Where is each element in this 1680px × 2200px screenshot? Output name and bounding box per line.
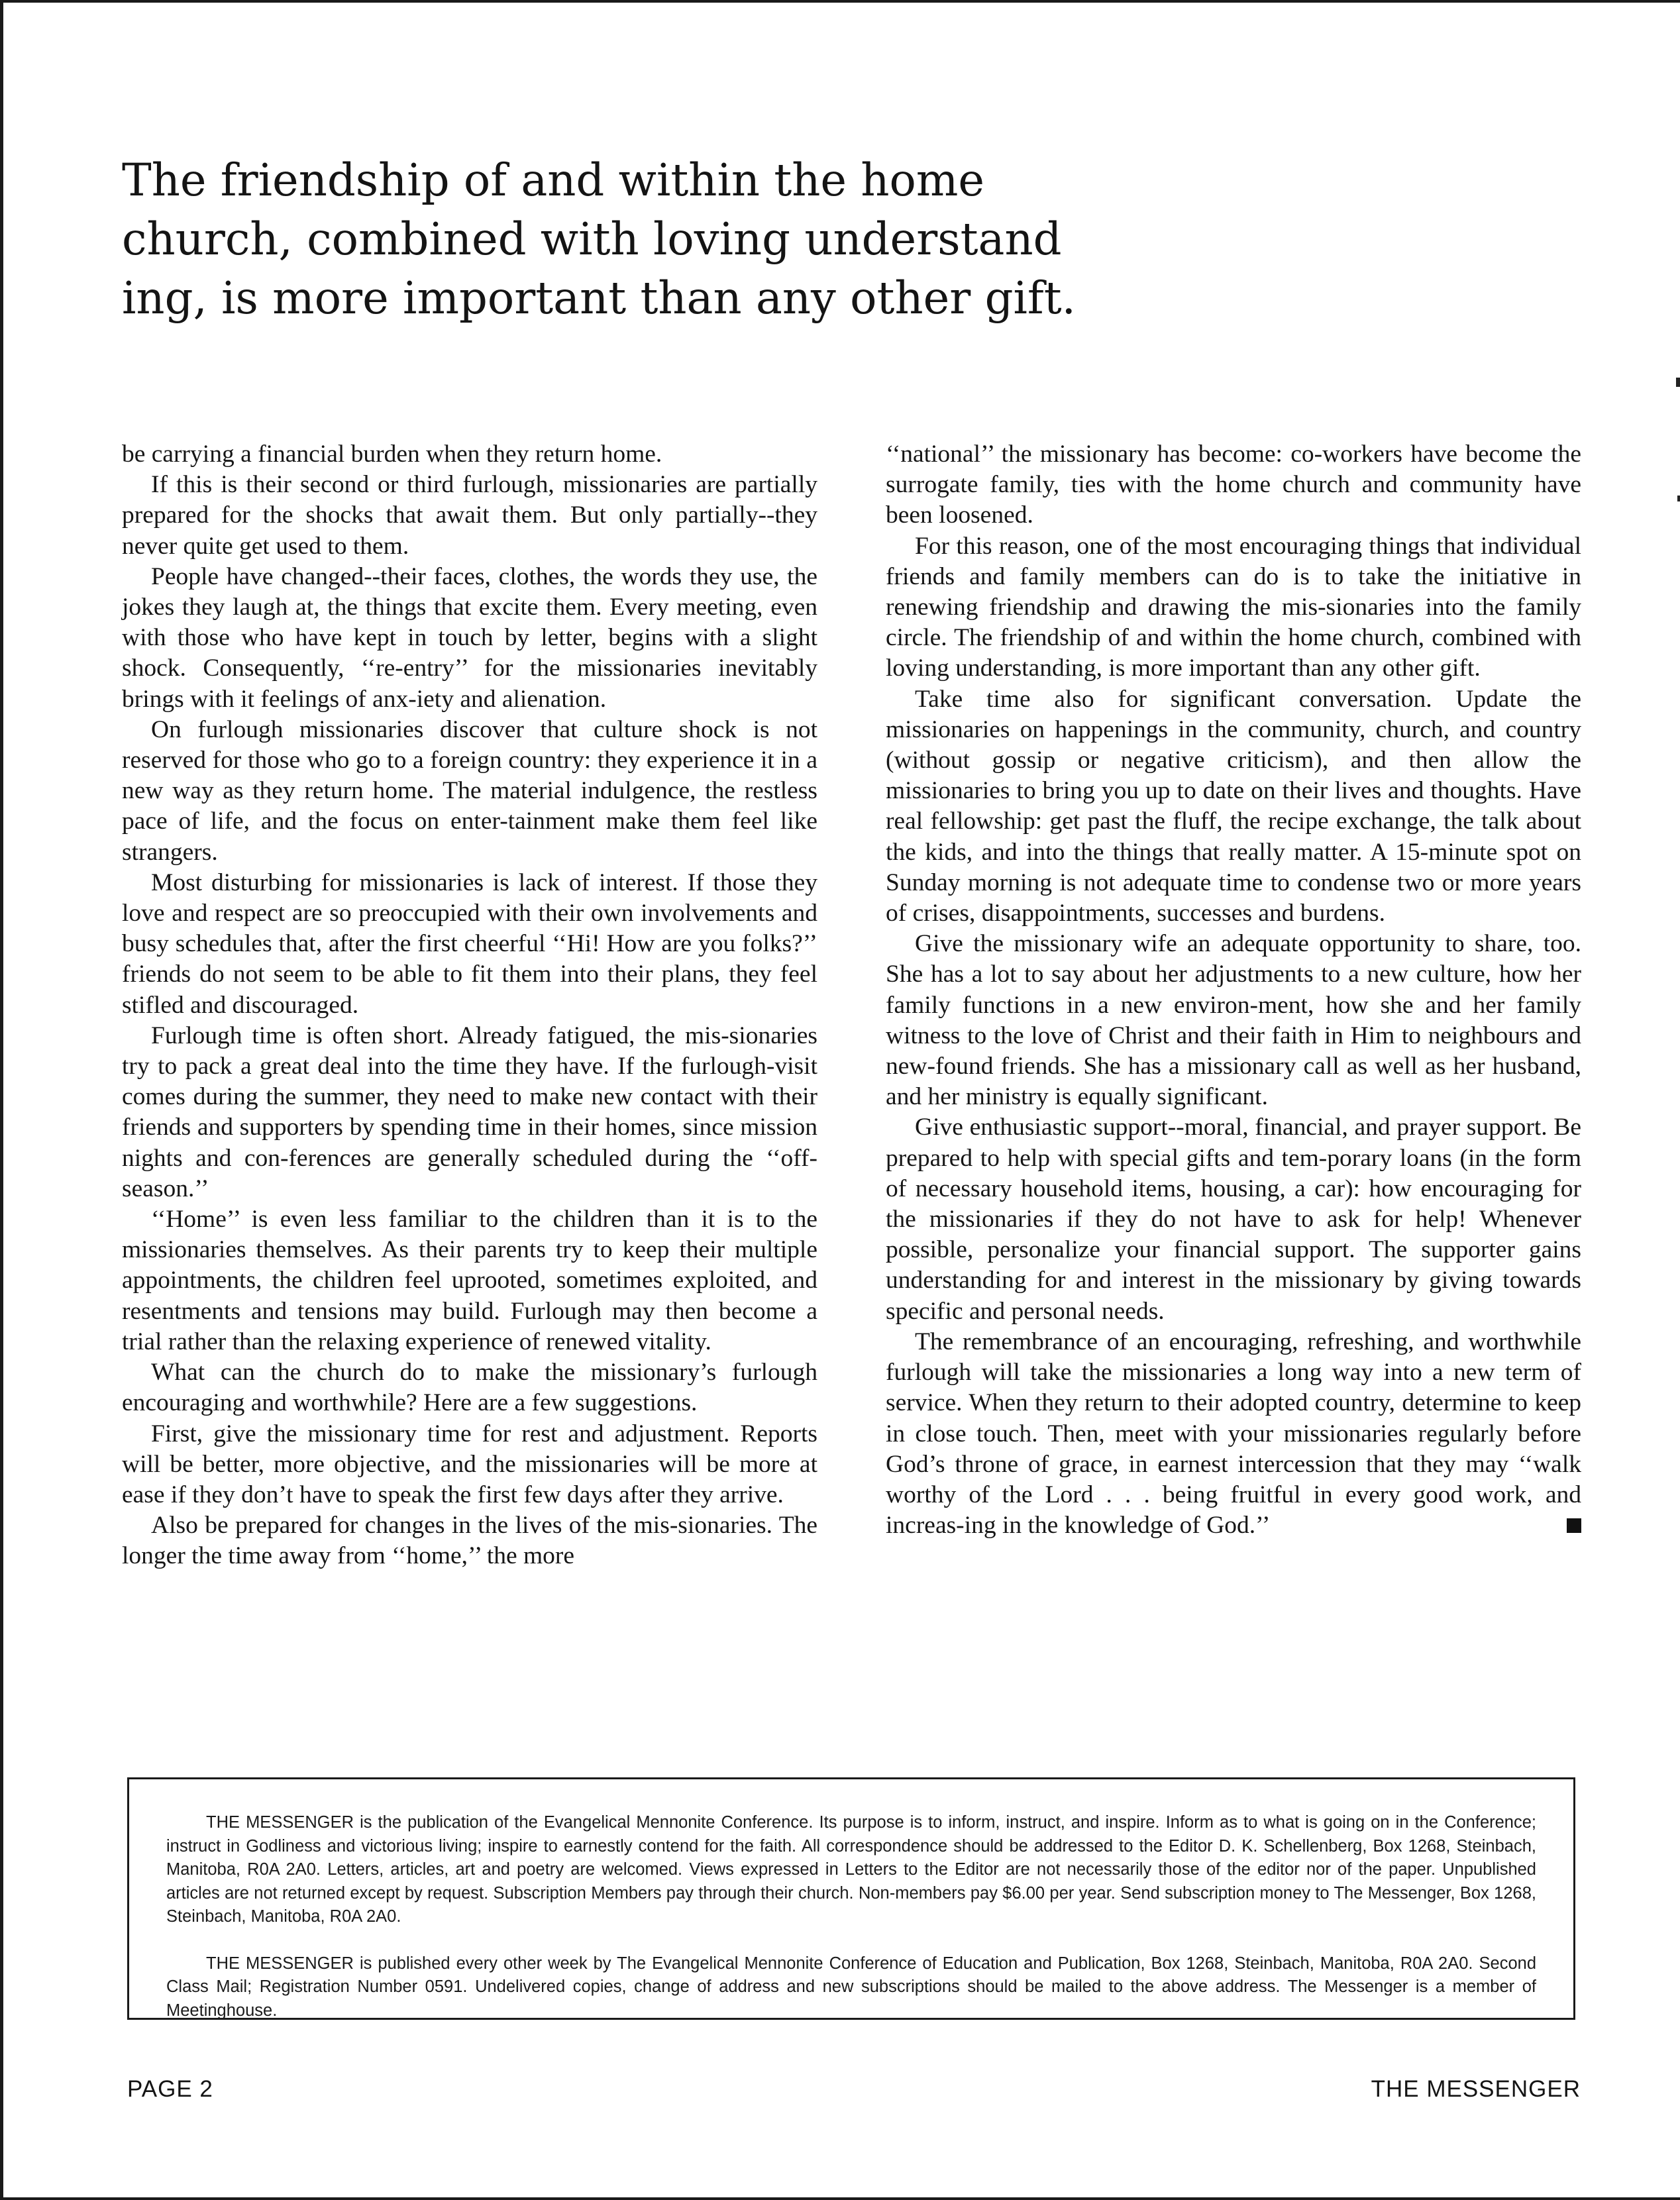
article-paragraph: Take time also for significant conversation. Update the missionaries on happenings in the community, church, and country (without gossip or negative criticism), and then allow the missionaries to bring you up to date on their lives and thoughts. Have real fellowship: get past the fluff, the recipe exchange, the talk about the kids, and into the things that really matter. A 15-minute spot on Sunday morning is not adequate time to condense two or more years of crises, disappointments, successes and burdens.: [886, 685, 1581, 927]
publication-name: THE MESSENGER: [1371, 2076, 1581, 2102]
article-paragraph: Also be prepared for changes in the lives of the mis-sionaries. The longer the time away from ‘‘home,’’ the more: [122, 1512, 817, 1570]
article-paragraph: Most disturbing for missionaries is lack of interest. If those they love and respect are so preoccupied with their own involvements and busy schedules that, after the first cheerful ‘‘Hi! How are you folks?’’ friends do not seem to be able to fit them into their plans, they feel stifled and discouraged.: [122, 868, 817, 1019]
article-paragraph-final: [886, 1327, 1581, 1541]
article-paragraph: be carrying a financial burden when they return home.: [122, 441, 662, 468]
info-paragraph: THE MESSENGER is the publication of the Evangelical Mennonite Conference. Its purpose is to inform, instruct, and inspire. Inform as to what is going on in the Conference; instruct in Godliness and victorious living; inspire to earnestly contend for the faith. All correspondence should be addressed to the Editor D. K. Schellenberg, Box 1268, Steinbach, Manitoba, R0A 2A0. Letters, articles, art and poetry are welcomed. Views expressed in Letters to the Editor are not necessarily those of the editor nor of the paper. Unpublished articles are not returned except by request. Subscription Members pay through their church. Non-members pay $6.00 per year. Send subscription money to The Messenger, Box 1268, Steinbach, Manitoba, R0A 2A0.: [166, 1813, 1536, 1926]
article-paragraph: On furlough missionaries discover that culture shock is not reserved for those who go to a foreign country: they experience it in a new way as they return home. The material indulgence, the restless pace of life, and the focus on enter-tainment make them feel like strangers.: [122, 715, 817, 866]
article-paragraph: First, give the missionary time for rest and adjustment. Reports will be better, more objective, and the missionaries will be more at ease if they don’t have to speak the first few days after they arrive.: [122, 1420, 817, 1508]
article-paragraph: Furlough time is often short. Already fatigued, the mis-sionaries try to pack a great deal into the time they have. If the furlough-visit comes during the summer, they need to make new contact with their friends and supporters by spending time in their homes, since mission nights and con-ferences are generally scheduled during the ‘‘off-season.’’: [122, 1021, 817, 1202]
scan-speck: [1676, 378, 1680, 387]
pull-quote-line: church, combined with loving understand: [122, 213, 1062, 265]
end-of-article-mark: [1567, 1518, 1581, 1533]
article-paragraph: If this is their second or third furlough, missionaries are partially prepared for the shocks that await them. But only partially--they never quite get used to them.: [122, 471, 817, 560]
article-column-left: [122, 439, 817, 1572]
article-paragraph: ‘‘Home’’ is even less familiar to the children than it is to the missionaries themselves. As their parents try to keep their multiple appointments, the children feel uprooted, sometimes exploited, and resentments and tensions may build. Furlough may then become a trial rather than the relaxing experience of renewed vitality.: [122, 1206, 817, 1355]
page-number: PAGE 2: [127, 2076, 213, 2102]
pull-quote: [122, 151, 1155, 328]
article-paragraph: Give the missionary wife an adequate opportunity to share, too. She has a lot to say about her adjustments to a new culture, how her family functions in a new environ-ment, how she and her family witness to the love of Christ and their faith in Him to neighbours and new-found friends. She has a missionary call as well as her husband, and her ministry is equally significant.: [886, 930, 1581, 1111]
article-paragraph: People have changed--their faces, clothes, the words they use, the jokes they laugh at, the things that excite them. Every meeting, even with those who have kept in touch by letter, begins with a slight shock. Consequently, ‘‘re-entry’’ for the missionaries inevitably brings with it feelings of anx-iety and alienation.: [122, 562, 817, 713]
article-paragraph: What can the church do to make the missionary’s furlough encouraging and worthwhile? Here are a few suggestions.: [122, 1359, 817, 1417]
article-paragraph-final-text: The remembrance of an encouraging, refreshing, and worthwhile furlough will take the missionaries a long way into a new term of service. When they return to their adopted country, determine to keep in close touch. Then, meet with your missionaries regularly before God’s throne of grace, in earnest intercession that they may ‘‘walk worthy of the Lord . . . being fruitful in every good work, and increas-ing in the knowledge of God.’’: [886, 1328, 1581, 1540]
article-paragraph: For this reason, one of the most encouraging things that individual friends and family members can do is to take the initiative in renewing friendship and drawing the mis-sionaries into the family circle. The friendship of and within the home church, combined with loving understanding, is more important than any other gift.: [886, 532, 1581, 682]
article-column-right: [886, 439, 1581, 1541]
article-paragraph: ‘‘national’’ the missionary has become: co-workers have become the surrogate family, ties with the home church and community have been loosened.: [886, 441, 1581, 529]
info-paragraph: THE MESSENGER is published every other week by The Evangelical Mennonite Conference of Education and Publication, Box 1268, Steinbach, Manitoba, R0A 2A0. Second Class Mail; Registration Number 0591. Undelivered copies, change of address and new subscriptions should be mailed to the above address. The Messenger is a member of Meetinghouse.: [166, 1954, 1536, 2020]
pull-quote-line: The friendship of and within the home: [122, 154, 985, 206]
publication-info-box: [127, 1777, 1575, 2020]
scan-speck: [1677, 496, 1680, 501]
pull-quote-line: ing, is more important than any other gift.: [122, 272, 1076, 324]
article-paragraph: Give enthusiastic support--moral, financial, and prayer support. Be prepared to help with special gifts and tem-porary loans (in the form of necessary household items, housing, a car): how encouraging for the missionaries if they do not have to ask for help! Whenever possible, personalize your financial support. The supporter gains understanding for and interest in the missionary by giving towards specific and personal needs.: [886, 1114, 1581, 1325]
